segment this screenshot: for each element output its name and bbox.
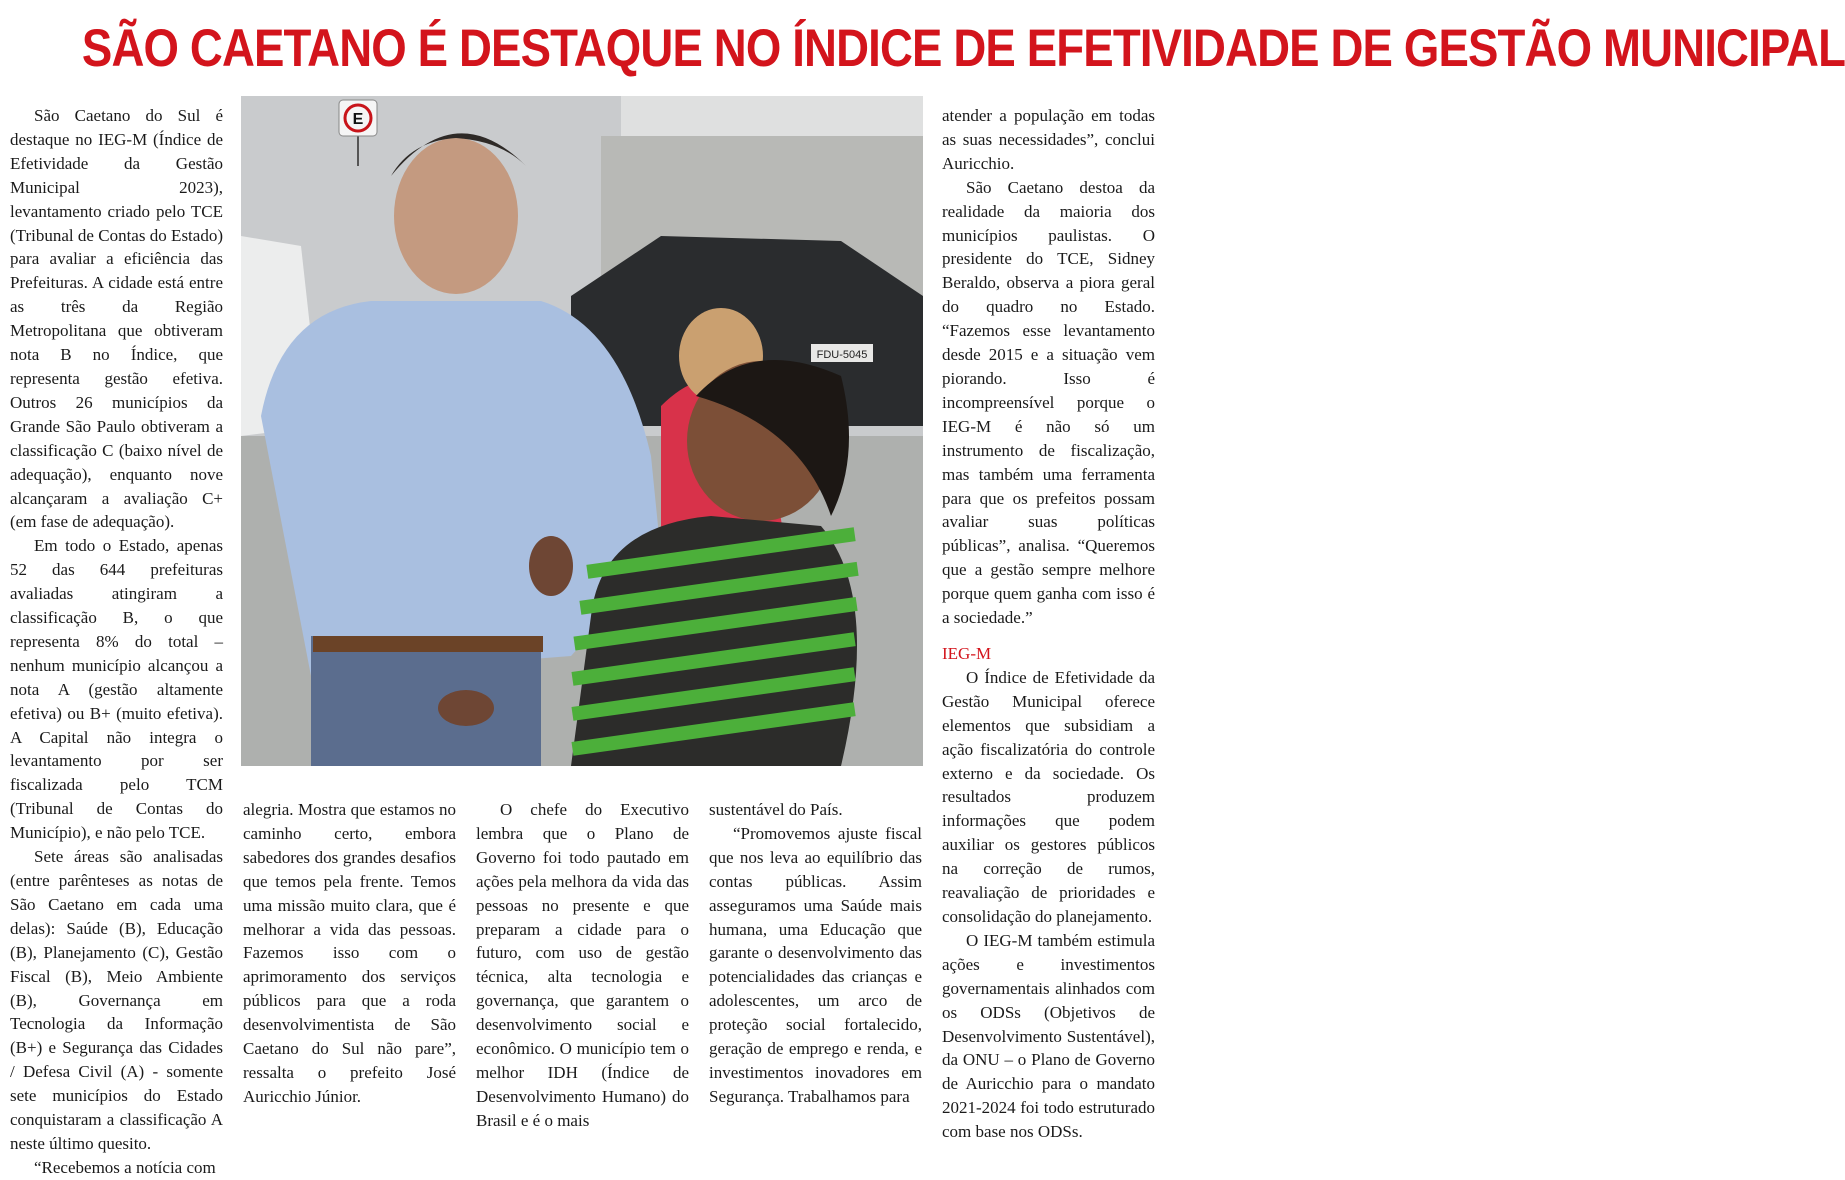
paragraph: “Recebemos a notícia com bbox=[34, 1157, 216, 1177]
photo-illustration bbox=[241, 96, 923, 766]
paragraph: O chefe do Executivo lembra que o Plano de Governo foi todo pautado em ações pela melhora da vida das pessoas no presente e que preparam a cidade para o futuro, com uso de gestão técnica, alta tecnologia e governança, que garantem o desenvolvimento social e econômico. O município tem o melhor IDH (Índice de Desenvolvimento Humano) do Brasil e é o mais bbox=[476, 800, 689, 1130]
paragraph: O IEG-M também estimula ações e investimentos governamentais alinhados com os ODSs (Objetivos de Desenvolvimento Sustentável), da ONU – o Plano de Governo de Auricchio para o mandato 2021-2024 foi todo estruturado com base nos ODSs. bbox=[942, 930, 1155, 1142]
subheading: IEG-M bbox=[942, 643, 992, 663]
article-column-4 bbox=[709, 798, 922, 1104]
headline: SÃO CAETANO É DESTAQUE NO ÍNDICE DE EFETIVIDADE DE GESTÃO MUNICIPAL bbox=[81, 19, 1845, 78]
article-column-2 bbox=[243, 798, 456, 1104]
paragraph: Sete áreas são analisadas (entre parênteses as notas de São Caetano em cada uma delas): Saúde (B), Educação (B), Planejamento (C), Gestão Fiscal (B), Meio Ambiente (B), Governança em Tecnologia da Informação (B+) e Segurança das Cidades / Defesa Civil (A) - somente sete municípios do Estado conquistaram a classificação A neste último quesito. bbox=[10, 847, 223, 1153]
woman-hand-on-arm bbox=[529, 536, 573, 596]
man-jeans bbox=[311, 636, 541, 766]
paragraph: sustentável do País. bbox=[709, 800, 843, 819]
man-belt bbox=[313, 636, 543, 652]
paragraph: São Caetano do Sul é destaque no IEG-M (Índice de Efetividade da Gestão Municipal 2023), levantamento criado pelo TCE (Tribunal de Contas do Estado) para avaliar a eficiência das Prefeituras. A cidade está entre as três da Região Metropolitana que obtiveram nota B no Índice, que representa gestão efetiva. Outros 26 municípios da Grande São Paulo obtiveram a classificação C (baixo nível de adequação), enquanto nove alcançaram a avaliação C+ (em fase de adequação). bbox=[10, 106, 223, 532]
paragraph: São Caetano destoa da realidade da maioria dos municípios paulistas. O presidente do TCE, Sidney Beraldo, observa a piora geral do quadro no Estado. “Fazemos esse levantamento desde 2015 e a situação vem piorando. Isso é incompreensível porque o IEG-M é não só um instrumento de fiscalização, mas também uma ferramenta para que os prefeitos possam avaliar suas políticas públicas”, analisa. “Queremos que a gestão sempre melhore porque quem ganha com isso é a sociedade.” bbox=[942, 177, 1155, 628]
article-column-1 bbox=[10, 104, 223, 1177]
news-photo bbox=[241, 96, 923, 766]
paragraph: “Promovemos ajuste fiscal que nos leva ao equilíbrio das contas públicas. Assim asseguramos uma Saúde mais humana, uma Educação que garante o desenvolvimento das potencialidades das crianças e adolescentes, um arco de proteção social fortalecido, geração de emprego e renda, e investimentos inovadores em Segurança. Trabalhamos para bbox=[709, 823, 922, 1106]
woman-hand bbox=[438, 690, 494, 726]
man-head bbox=[394, 138, 518, 294]
parking-sign-letter: E bbox=[352, 111, 364, 128]
paragraph: Em todo o Estado, apenas 52 das 644 prefeituras avaliadas atingiram a classificação B, o que representa 8% do total – nenhum município alcançou a nota A (gestão altamente efetiva) ou B+ (muito efetiva). A Capital não integra o levantamento por ser fiscalizada pelo TCM (Tribunal de Contas do Município), e não pelo TCE. bbox=[10, 536, 223, 843]
paragraph: alegria. Mostra que estamos no caminho certo, embora sabedores dos grandes desafios que temos pela frente. Temos uma missão muito clara, que é melhorar a vida das pessoas. Fazemos isso com o aprimoramento dos serviços públicos para que a roda desenvolvimentista de São Caetano do Sul não pare”, ressalta o prefeito José Auricchio Júnior. bbox=[243, 800, 456, 1106]
article-column-3 bbox=[476, 798, 689, 1130]
license-plate-text: FDU-5045 bbox=[816, 349, 868, 361]
paragraph: atender a população em todas as suas necessidades”, conclui Auricchio. bbox=[942, 106, 1155, 173]
article-column-5 bbox=[942, 104, 1155, 1142]
paragraph: O Índice de Efetividade da Gestão Municipal oferece elementos que subsidiam a ação fiscalizatória do controle externo e da sociedade. Os resultados produzem informações que podem auxiliar os gestores públicos na correção de rumos, reavaliação de prioridades e consolidação do planejamento. bbox=[942, 667, 1155, 926]
